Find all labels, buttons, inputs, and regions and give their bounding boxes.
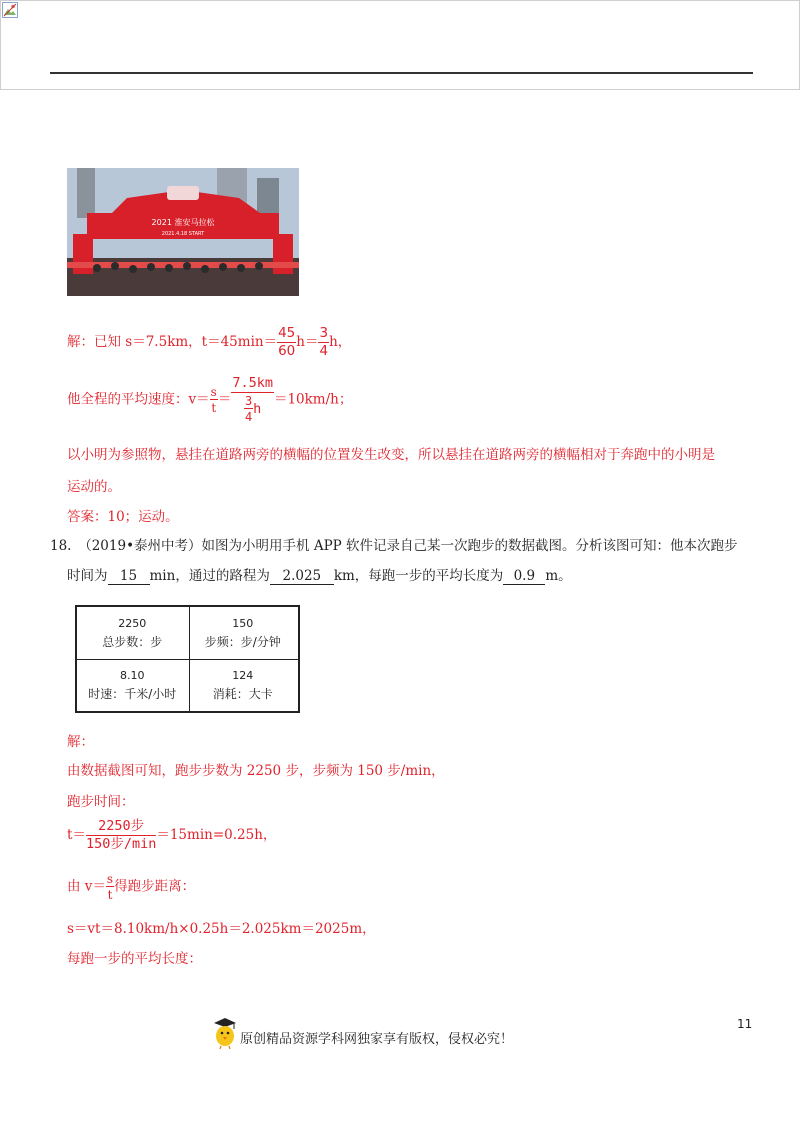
speed-value: 8.10	[120, 669, 145, 682]
page-number: 11	[737, 1017, 753, 1031]
speed-suffix: ＝10km/h；	[273, 391, 353, 408]
solution-para: 以小明为参照物，悬挂在道路两旁的横幅的位置发生改变，所以悬挂在道路两旁的横幅相对于奔跑中的小明是	[67, 447, 715, 463]
frac-3: 3	[319, 325, 329, 341]
inner-frac-3: 3	[244, 393, 253, 408]
given-mid: h＝	[296, 334, 319, 350]
app-data-table	[75, 605, 300, 713]
frac-s-2: s	[106, 872, 114, 886]
blank-distance: 2.025	[270, 569, 334, 585]
frac-t-2: t	[107, 888, 113, 902]
question-18-line2	[67, 569, 572, 585]
t-prefix: t＝	[67, 827, 86, 843]
q18-text-a: 时间为	[67, 568, 108, 584]
q18-text-d: m。	[545, 568, 572, 584]
given-suffix: h，	[329, 334, 352, 350]
solution18-line6: s＝vt＝8.10km/h×0.25h＝2.025km＝2025m，	[67, 921, 376, 937]
cell-speed	[77, 659, 188, 711]
frac-150-steps-min: 150步/min	[85, 835, 157, 852]
cell-total-steps	[77, 607, 188, 659]
total-steps-value: 2250	[118, 617, 147, 630]
graduate-chick-icon	[210, 1016, 240, 1050]
speed-label: 时速：千米/小时	[88, 687, 177, 701]
inner-frac-4: 4	[244, 409, 253, 424]
banner-title: 2021 淮安马拉松	[151, 218, 215, 227]
cadence-value: 150	[232, 617, 254, 630]
frac-4: 4	[319, 342, 329, 359]
frac-60: 60	[278, 342, 296, 359]
cadence-label: 步频：步/分钟	[204, 635, 281, 649]
t-suffix: ＝15min=0.25h，	[156, 827, 277, 843]
marathon-photo	[67, 168, 299, 296]
header-rule	[50, 72, 753, 74]
cell-cadence	[188, 607, 299, 659]
blank-step-length: 0.9	[503, 569, 545, 585]
solution-line-speed	[67, 377, 352, 423]
q18-text-b: min，通过的路程为	[149, 568, 270, 584]
copyright-footer: 原创精品资源学科网独家享有版权，侵权必究！	[240, 1032, 514, 1047]
solution18-line7: 每跑一步的平均长度：	[67, 951, 202, 967]
solution-para-cont: 运动的。	[67, 479, 121, 495]
answer-17: 答案：10；运动。	[67, 509, 179, 525]
solution18-time-formula	[67, 820, 276, 851]
speed-prefix: 他全程的平均速度：v＝	[67, 391, 210, 408]
frac-45: 45	[278, 325, 296, 341]
cell-calories	[188, 659, 299, 711]
blank-time: 15	[108, 569, 150, 585]
total-steps-label: 总步数：步	[102, 635, 163, 649]
broken-image-icon	[2, 2, 18, 18]
inner-unit-h: h	[253, 400, 262, 417]
q18-text-c: km，每跑一步的平均长度为	[333, 568, 504, 584]
banner-date: 2021.4.18 START	[161, 231, 205, 237]
page-header	[0, 0, 800, 90]
v-prefix: 由 v＝	[67, 878, 106, 895]
calories-value: 124	[232, 669, 254, 682]
speed-eq: ＝	[217, 391, 232, 408]
v-suffix: 得跑步距离：	[114, 878, 196, 895]
frac-2250-steps: 2250步	[86, 820, 156, 836]
frac-t: t	[211, 400, 217, 415]
calories-label: 消耗：大卡	[212, 687, 273, 701]
question-18-line1: 18. （2019•泰州中考）如图为小明用手机 APP 软件记录自己某一次跑步的数据截图。分析该图可知：他本次跑步	[50, 538, 738, 554]
frac-7-5km: 7.5km	[232, 375, 273, 391]
given-prefix: 解：已知 s＝7.5km，t＝45min＝	[67, 334, 278, 350]
solution18-line3: 跑步时间：	[67, 794, 135, 810]
solution-line-given	[67, 327, 351, 358]
frac-s: s	[210, 384, 217, 399]
solution18-title: 解：	[67, 734, 94, 750]
solution18-v-formula	[67, 873, 195, 901]
solution18-line2: 由数据截图可知，跑步步数为 2250 步，步频为 150 步/min，	[67, 763, 445, 779]
